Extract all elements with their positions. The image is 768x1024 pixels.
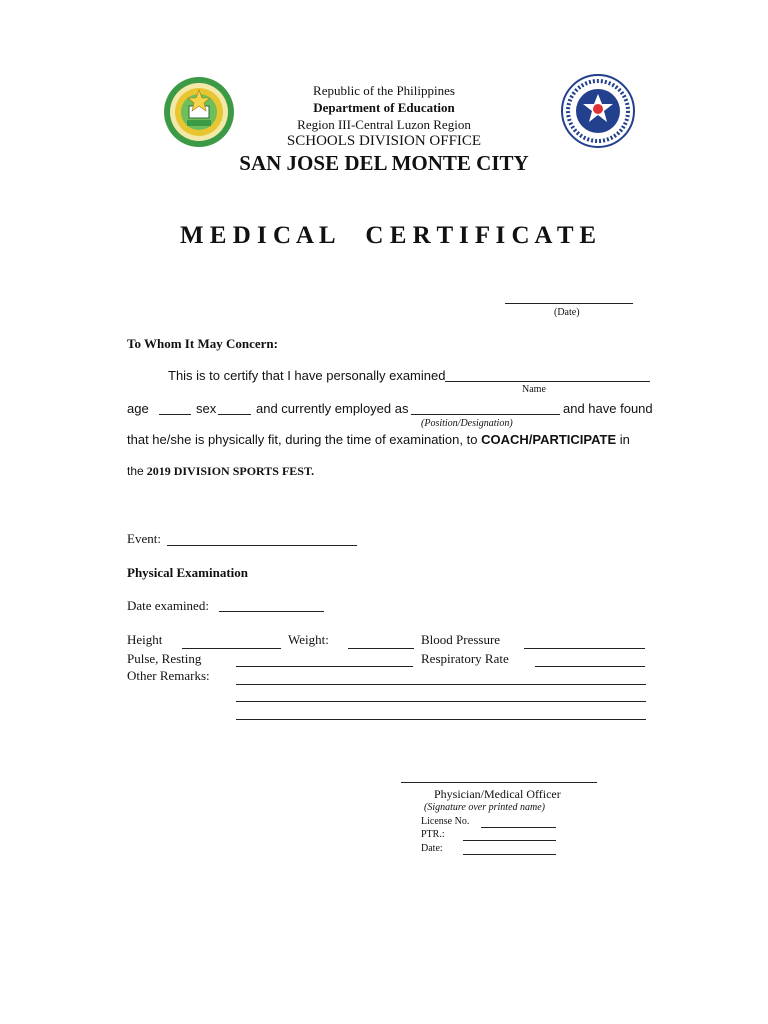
signature-line: [401, 782, 597, 783]
height-label: Height: [127, 632, 163, 647]
physical-exam-heading: Physical Examination: [127, 565, 248, 580]
body-line-3-bold: COACH/PARTICIPATE: [481, 432, 617, 447]
position-line: [411, 414, 560, 415]
age-line: [159, 414, 191, 415]
body-line-4-bold: 2019 DIVISION SPORTS FEST.: [146, 464, 315, 478]
blood-pressure-line: [524, 648, 645, 649]
body-line-4-the: the: [127, 464, 144, 478]
weight-line: [348, 648, 414, 649]
name-caption: Name: [522, 384, 546, 395]
employed-label: and currently employed as: [256, 401, 409, 416]
respiratory-line: [535, 666, 645, 667]
sig-date-label: Date:: [421, 843, 443, 854]
weight-label: Weight:: [288, 632, 329, 647]
header-division-office: SCHOOLS DIVISION OFFICE: [286, 133, 482, 149]
header-republic: Republic of the Philippines: [313, 83, 455, 98]
body-line-1: This is to certify that I have personally examined: [168, 368, 446, 383]
date-examined-line: [219, 611, 324, 612]
remarks-line-2: [236, 701, 646, 702]
header-city: SAN JOSE DEL MONTE CITY: [239, 151, 529, 175]
date-examined-label: Date examined:: [127, 598, 209, 613]
signature-caption: (Signature over printed name): [424, 802, 545, 813]
date-caption: (Date): [554, 307, 580, 318]
respiratory-label: Respiratory Rate: [421, 651, 509, 666]
remarks-label: Other Remarks:: [127, 668, 210, 683]
body-line-3: [127, 432, 630, 447]
salutation: To Whom It May Concern:: [127, 336, 278, 351]
header-department: Department of Education: [313, 100, 455, 115]
license-label: License No.: [421, 816, 470, 827]
name-line: [445, 381, 650, 382]
license-line: [481, 827, 556, 828]
date-line: [505, 303, 633, 304]
sex-label: sex: [196, 401, 217, 416]
body-line-3-text: that he/she is physically fit, during the time of examination, to: [127, 432, 478, 447]
body-line-4: [127, 464, 314, 479]
remarks-line-3: [236, 719, 646, 720]
blood-pressure-label: Blood Pressure: [421, 632, 501, 647]
height-line: [182, 648, 281, 649]
event-label: Event:: [127, 531, 161, 546]
pulse-line: [236, 666, 413, 667]
body-line-3-in: in: [619, 432, 630, 447]
physician-title: Physician/Medical Officer: [434, 787, 561, 801]
event-line: [167, 545, 357, 546]
page-title: M E D I C A L C E R T I F I C A T E: [179, 222, 597, 249]
found-label: and have found: [563, 401, 653, 416]
ptr-label: PTR.:: [421, 829, 445, 840]
sig-date-line: [463, 854, 556, 855]
ptr-line: [463, 840, 556, 841]
sex-line: [218, 414, 251, 415]
position-caption: (Position/Designation): [421, 418, 513, 429]
remarks-line-1: [236, 684, 646, 685]
pulse-label: Pulse, Resting: [127, 651, 202, 666]
header-region: Region III-Central Luzon Region: [297, 117, 471, 132]
age-label: age: [127, 401, 149, 416]
